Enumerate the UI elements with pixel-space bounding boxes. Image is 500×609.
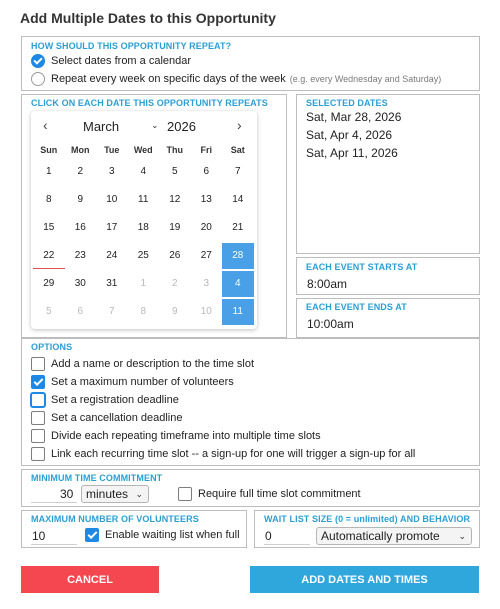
calendar-day[interactable]: 2 [171, 278, 178, 289]
checkbox-checked-icon[interactable] [85, 528, 99, 542]
weekday-label: Mon [71, 145, 90, 155]
calendar-day[interactable]: 6 [203, 166, 210, 177]
year-select[interactable]: 2026 [167, 119, 196, 134]
weekday-label: Sat [230, 145, 245, 155]
option-add-name[interactable] [31, 357, 254, 371]
repeat-section-title: HOW SHOULD THIS OPPORTUNITY REPEAT? [31, 41, 232, 51]
radio-weekly-label: Repeat every week on specific days of the week [51, 73, 286, 85]
calendar-day[interactable]: 10 [106, 194, 118, 205]
calendar-day[interactable]: 31 [106, 278, 118, 289]
wait-list-size-input[interactable]: 0 [265, 529, 272, 543]
require-full-commitment[interactable] [178, 487, 361, 501]
checkbox-unchecked-icon[interactable] [178, 487, 192, 501]
calendar-day[interactable]: 13 [200, 194, 212, 205]
starts-at-input[interactable]: 8:00am [307, 277, 348, 291]
calendar-day[interactable]: 24 [106, 250, 118, 261]
calendar-day[interactable]: 15 [43, 222, 55, 233]
calendar-day[interactable]: 26 [169, 250, 181, 261]
calendar-day[interactable]: 19 [169, 222, 181, 233]
min-commitment-title: MINIMUM TIME COMMITMENT [31, 473, 163, 483]
ends-at-input[interactable]: 10:00am [307, 317, 354, 331]
calendar-day[interactable]: 4 [140, 166, 147, 177]
radio-select-from-calendar[interactable] [31, 54, 191, 68]
calendar-widget [31, 111, 257, 329]
checkbox-checked-icon[interactable] [31, 375, 45, 389]
radio-checked-icon[interactable] [31, 54, 45, 68]
calendar-day-selected[interactable]: 28 [222, 243, 254, 269]
calendar-day[interactable]: 23 [74, 250, 86, 261]
calendar-day[interactable]: 9 [77, 194, 84, 205]
selected-date-item: Sat, Apr 11, 2026 [306, 146, 398, 160]
wait-list-behavior-select[interactable] [316, 527, 472, 545]
month-select[interactable]: March [83, 119, 120, 134]
calendar-day[interactable]: 20 [200, 222, 212, 233]
option-link-recurring[interactable] [31, 447, 415, 461]
weekday-label: Sun [40, 145, 58, 155]
calendar-day[interactable]: 14 [232, 194, 244, 205]
prev-month-icon[interactable]: ‹ [43, 117, 48, 133]
radio-unchecked-icon[interactable] [31, 72, 45, 86]
selected-dates-title: SELECTED DATES [306, 98, 388, 108]
ends-at-label: EACH EVENT ENDS AT [306, 302, 407, 312]
calendar-day[interactable]: 6 [77, 306, 84, 317]
max-volunteers-input[interactable]: 10 [32, 529, 46, 543]
weekday-label: Fri [200, 145, 212, 155]
option-label: Set a registration deadline [51, 394, 179, 406]
calendar-day[interactable]: 17 [106, 222, 118, 233]
option-label: Link each recurring time slot -- a sign-up for one will trigger a sign-up for all [51, 448, 416, 460]
option-label: Set a maximum number of volunteers [51, 376, 234, 388]
starts-at-label: EACH EVENT STARTS AT [306, 262, 418, 272]
calendar-day[interactable]: 7 [108, 306, 115, 317]
min-commitment-unit-select[interactable] [81, 485, 149, 503]
max-volunteers-title: MAXIMUM NUMBER OF VOLUNTEERS [31, 514, 199, 524]
weekday-label: Thu [166, 145, 183, 155]
wait-list-title: WAIT LIST SIZE (0 = unlimited) AND BEHAVIOR [264, 514, 471, 524]
calendar-day[interactable]: 16 [74, 222, 86, 233]
min-commitment-input[interactable]: 30 [60, 487, 74, 501]
checkbox-unchecked-icon[interactable] [31, 447, 45, 461]
behavior-value: Automatically promote [321, 529, 440, 543]
calendar-day[interactable]: 8 [140, 306, 147, 317]
chevron-down-icon: ⌄ [135, 488, 143, 499]
min-commitment-underline [31, 502, 77, 503]
calendar-header [31, 111, 257, 143]
calendar-day[interactable]: 1 [140, 278, 147, 289]
calendar-day[interactable]: 8 [45, 194, 52, 205]
radio-weekly-hint: (e.g. every Wednesday and Saturday) [289, 74, 442, 84]
max-volunteers-underline [31, 544, 77, 545]
wait-list-size-underline [264, 544, 310, 545]
calendar-day-selected[interactable]: 4 [222, 271, 254, 297]
calendar-day[interactable]: 30 [74, 278, 86, 289]
add-dates-button[interactable]: ADD DATES AND TIMES [250, 566, 479, 593]
option-cancellation-deadline[interactable] [31, 411, 182, 425]
dialog-title: Add Multiple Dates to this Opportunity [20, 10, 276, 26]
calendar-day[interactable]: 2 [77, 166, 84, 177]
calendar-day[interactable]: 7 [234, 166, 241, 177]
calendar-day[interactable]: 29 [43, 278, 55, 289]
option-label: Set a cancellation deadline [51, 412, 183, 424]
calendar-day[interactable]: 25 [137, 250, 149, 261]
option-label: Divide each repeating timeframe into multiple time slots [51, 430, 321, 442]
selected-date-item: Sat, Apr 4, 2026 [306, 128, 393, 142]
calendar-day[interactable]: 5 [171, 166, 178, 177]
options-title: OPTIONS [31, 342, 73, 352]
calendar-day[interactable]: 27 [200, 250, 212, 261]
checkbox-unchecked-icon[interactable] [31, 429, 45, 443]
chevron-down-icon: ⌄ [458, 530, 466, 541]
calendar-day[interactable]: 3 [108, 166, 115, 177]
radio-calendar-label: Select dates from a calendar [51, 55, 192, 67]
calendar-day-selected[interactable]: 11 [222, 299, 254, 325]
checkbox-unchecked-icon[interactable] [31, 393, 45, 407]
calendar-section-title: CLICK ON EACH DATE THIS OPPORTUNITY REPEATS [31, 98, 268, 108]
cancel-button[interactable]: CANCEL [21, 566, 159, 593]
option-label: Add a name or description to the time slot [51, 358, 254, 370]
calendar-day[interactable]: 21 [232, 222, 244, 233]
calendar-day[interactable]: 3 [203, 278, 210, 289]
option-divide-timeframe[interactable] [31, 429, 321, 443]
chevron-down-icon[interactable]: ⌄ [151, 120, 159, 130]
calendar-day[interactable]: 18 [137, 222, 149, 233]
calendar-day[interactable]: 22 [33, 243, 65, 269]
radio-repeat-weekly[interactable] [31, 72, 441, 86]
calendar-day[interactable]: 11 [138, 194, 149, 205]
calendar-day[interactable]: 1 [45, 166, 52, 177]
next-month-icon[interactable]: › [237, 117, 242, 133]
checkbox-unchecked-icon[interactable] [31, 411, 45, 425]
calendar-day[interactable]: 10 [200, 306, 212, 317]
unit-value: minutes [86, 487, 129, 501]
checkbox-unchecked-icon[interactable] [31, 357, 45, 371]
option-max-volunteers[interactable] [31, 375, 234, 389]
option-registration-deadline[interactable] [31, 393, 179, 407]
calendar-day[interactable]: 12 [169, 194, 181, 205]
calendar-day[interactable]: 9 [171, 306, 178, 317]
weekday-label: Tue [104, 145, 120, 155]
enable-waiting-list[interactable] [85, 528, 240, 542]
weekday-label: Wed [133, 145, 153, 155]
calendar-day[interactable]: 5 [45, 306, 52, 317]
waiting-list-label: Enable waiting list when full [105, 529, 240, 541]
require-full-label: Require full time slot commitment [198, 488, 361, 500]
selected-date-item: Sat, Mar 28, 2026 [306, 110, 402, 124]
